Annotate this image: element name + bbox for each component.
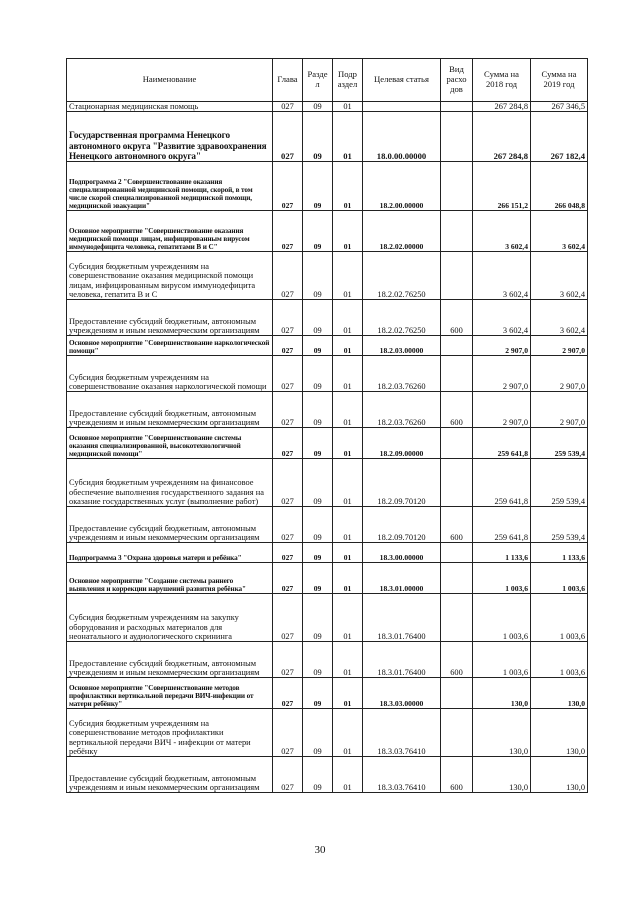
cell-sum-2019: 266 048,8: [531, 162, 588, 211]
table-header-row: [67, 59, 588, 102]
cell-type: [441, 336, 473, 356]
cell-subsection: 01: [333, 709, 363, 757]
table-row: [67, 162, 588, 211]
cell-name: Основное мероприятие "Совершенствование системы оказания специализированной, высокотехнологичной медицинской помощи": [67, 428, 273, 459]
cell-name: Субсидия бюджетным учреждениям на совершенствование оказания наркологической помощи: [67, 356, 273, 392]
cell-sum-2019: 1 133,6: [531, 543, 588, 563]
cell-subsection: 01: [333, 428, 363, 459]
cell-sum-2019: 267 346,5: [531, 102, 588, 112]
cell-sum-2018: 259 641,8: [473, 459, 531, 507]
cell-type: [441, 678, 473, 709]
cell-sum-2018: 130,0: [473, 678, 531, 709]
cell-section: 09: [303, 356, 333, 392]
cell-section: 09: [303, 102, 333, 112]
cell-target: 18.2.03.76260: [363, 356, 441, 392]
cell-name: Основное мероприятие "Совершенствование оказания медицинской помощи лицам, инфицированным вирусом иммунодефицита человека, гепатитами В и С": [67, 211, 273, 252]
cell-subsection: 01: [333, 336, 363, 356]
cell-chapter: 027: [273, 102, 303, 112]
cell-subsection: 01: [333, 563, 363, 594]
cell-section: 09: [303, 642, 333, 678]
table-row: [67, 709, 588, 757]
cell-chapter: 027: [273, 709, 303, 757]
cell-sum-2019: 2 907,0: [531, 356, 588, 392]
cell-sum-2019: 1 003,6: [531, 563, 588, 594]
cell-chapter: 027: [273, 507, 303, 543]
cell-name: Предоставление субсидий бюджетным, автономным учреждениям и иным некоммерческим организациям: [67, 300, 273, 336]
cell-name: Предоставление субсидий бюджетным, автономным учреждениям и иным некоммерческим организациям: [67, 392, 273, 428]
cell-subsection: 01: [333, 356, 363, 392]
cell-type: [441, 594, 473, 642]
cell-section: 09: [303, 336, 333, 356]
cell-type: [441, 211, 473, 252]
cell-name: Стационарная медицинская помощь: [67, 102, 273, 112]
cell-target: 18.3.01.76400: [363, 594, 441, 642]
table-row: [67, 507, 588, 543]
cell-sum-2019: 130,0: [531, 757, 588, 793]
cell-type: [441, 112, 473, 162]
cell-type: [441, 162, 473, 211]
cell-subsection: 01: [333, 392, 363, 428]
header-target: Целевая статья: [363, 59, 441, 102]
cell-subsection: 01: [333, 112, 363, 162]
cell-target: 18.2.02.00000: [363, 211, 441, 252]
table-row: [67, 300, 588, 336]
table-row: [67, 252, 588, 300]
cell-target: 18.2.02.76250: [363, 252, 441, 300]
cell-sum-2018: 3 602,4: [473, 252, 531, 300]
cell-subsection: 01: [333, 459, 363, 507]
cell-sum-2019: 2 907,0: [531, 392, 588, 428]
cell-target: [363, 102, 441, 112]
cell-section: 09: [303, 543, 333, 563]
cell-section: 09: [303, 507, 333, 543]
cell-name: Предоставление субсидий бюджетным, автономным учреждениям и иным некоммерческим организациям: [67, 757, 273, 793]
cell-type: [441, 102, 473, 112]
cell-chapter: 027: [273, 459, 303, 507]
cell-sum-2019: 259 539,4: [531, 507, 588, 543]
cell-subsection: 01: [333, 252, 363, 300]
cell-target: 18.2.09.70120: [363, 507, 441, 543]
header-type: Вид расхо дов: [441, 59, 473, 102]
cell-sum-2019: 130,0: [531, 709, 588, 757]
cell-target: 18.2.03.00000: [363, 336, 441, 356]
cell-section: 09: [303, 678, 333, 709]
page-number: 30: [314, 844, 326, 856]
cell-name: Подпрограмма 2 "Совершенствование оказания специализированной медицинской помощи, скорой, в том числе скорой специализированной медицинской помощи, медицинской эвакуации": [67, 162, 273, 211]
cell-subsection: 01: [333, 543, 363, 563]
cell-type: [441, 543, 473, 563]
cell-subsection: 01: [333, 757, 363, 793]
cell-type: 600: [441, 300, 473, 336]
cell-sum-2018: 130,0: [473, 757, 531, 793]
cell-chapter: 027: [273, 162, 303, 211]
cell-type: [441, 459, 473, 507]
cell-target: 18.3.01.00000: [363, 563, 441, 594]
cell-target: 18.3.00.00000: [363, 543, 441, 563]
cell-type: [441, 252, 473, 300]
cell-type: 600: [441, 392, 473, 428]
cell-sum-2018: 259 641,8: [473, 428, 531, 459]
table-row: [67, 428, 588, 459]
cell-name: Предоставление субсидий бюджетным, автономным учреждениям и иным некоммерческим организациям: [67, 507, 273, 543]
cell-section: 09: [303, 594, 333, 642]
cell-target: 18.2.00.00000: [363, 162, 441, 211]
cell-sum-2019: 2 907,0: [531, 336, 588, 356]
cell-sum-2019: 3 602,4: [531, 252, 588, 300]
cell-sum-2018: 2 907,0: [473, 356, 531, 392]
cell-section: 09: [303, 709, 333, 757]
table-row: [67, 211, 588, 252]
cell-sum-2018: 1 003,6: [473, 594, 531, 642]
cell-chapter: 027: [273, 757, 303, 793]
cell-name: Субсидия бюджетным учреждениям на финансовое обеспечение выполнения государственного задания на оказание государственных услуг (выполнение работ): [67, 459, 273, 507]
cell-subsection: 01: [333, 678, 363, 709]
cell-chapter: 027: [273, 392, 303, 428]
cell-name: Основное мероприятие "Совершенствование наркологической помощи": [67, 336, 273, 356]
cell-chapter: 027: [273, 300, 303, 336]
cell-sum-2018: 266 151,2: [473, 162, 531, 211]
cell-subsection: 01: [333, 162, 363, 211]
table-row: [67, 392, 588, 428]
cell-subsection: 01: [333, 642, 363, 678]
cell-sum-2018: 3 602,4: [473, 300, 531, 336]
cell-type: [441, 356, 473, 392]
cell-subsection: 01: [333, 594, 363, 642]
cell-name: Предоставление субсидий бюджетным, автономным учреждениям и иным некоммерческим организациям: [67, 642, 273, 678]
cell-sum-2018: 267 284,8: [473, 112, 531, 162]
cell-sum-2018: 259 641,8: [473, 507, 531, 543]
cell-chapter: 027: [273, 642, 303, 678]
table-row: [67, 563, 588, 594]
cell-chapter: 027: [273, 252, 303, 300]
table-row: [67, 336, 588, 356]
cell-sum-2018: 267 284,8: [473, 102, 531, 112]
cell-name: Государственная программа Ненецкого автономного округа "Развитие здравоохранения Ненецкого автономного округа": [67, 112, 273, 162]
table-row: [67, 594, 588, 642]
cell-chapter: 027: [273, 543, 303, 563]
cell-sum-2019: 3 602,4: [531, 211, 588, 252]
cell-name: Основное мероприятие "Создание системы раннего выявления и коррекции нарушений развития ребёнка": [67, 563, 273, 594]
table-row: [67, 112, 588, 162]
cell-target: 18.3.03.76410: [363, 757, 441, 793]
cell-sum-2018: 2 907,0: [473, 392, 531, 428]
cell-sum-2019: 130,0: [531, 678, 588, 709]
table-row: [67, 543, 588, 563]
cell-sum-2018: 1 003,6: [473, 563, 531, 594]
table-row: [67, 102, 588, 112]
cell-subsection: 01: [333, 300, 363, 336]
cell-sum-2019: 259 539,4: [531, 428, 588, 459]
cell-section: 09: [303, 757, 333, 793]
table-row: [67, 356, 588, 392]
cell-chapter: 027: [273, 563, 303, 594]
cell-name: Подпрограмма 3 "Охрана здоровья матери и ребёнка": [67, 543, 273, 563]
cell-type: [441, 428, 473, 459]
header-name: Наименование: [67, 59, 273, 102]
cell-target: 18.2.09.00000: [363, 428, 441, 459]
cell-name: Субсидия бюджетным учреждениям на закупку оборудования и расходных материалов для неонатального и аудиологического скрининга: [67, 594, 273, 642]
cell-name: Субсидия бюджетным учреждениям на совершенствование оказания медицинской помощи лицам, инфицированным вирусом иммунодефицита человека, гепатита В и С: [67, 252, 273, 300]
cell-sum-2018: 2 907,0: [473, 336, 531, 356]
cell-sum-2018: 1 003,6: [473, 642, 531, 678]
cell-subsection: 01: [333, 211, 363, 252]
cell-sum-2018: 130,0: [473, 709, 531, 757]
cell-target: 18.2.02.76250: [363, 300, 441, 336]
cell-chapter: 027: [273, 678, 303, 709]
cell-name: Основное мероприятие "Совершенствование методов профилактики вертикальной передачи ВИЧ-инфекции от матери ребёнку": [67, 678, 273, 709]
cell-target: 18.3.03.76410: [363, 709, 441, 757]
cell-section: 09: [303, 300, 333, 336]
cell-section: 09: [303, 112, 333, 162]
cell-chapter: 027: [273, 428, 303, 459]
cell-type: [441, 709, 473, 757]
cell-type: [441, 563, 473, 594]
cell-section: 09: [303, 392, 333, 428]
cell-type: 600: [441, 642, 473, 678]
cell-target: 18.0.00.00000: [363, 112, 441, 162]
cell-subsection: 01: [333, 102, 363, 112]
cell-section: 09: [303, 162, 333, 211]
cell-sum-2019: 259 539,4: [531, 459, 588, 507]
cell-sum-2019: 267 182,4: [531, 112, 588, 162]
table-row: [67, 757, 588, 793]
cell-target: 18.2.03.76260: [363, 392, 441, 428]
cell-section: 09: [303, 459, 333, 507]
header-chapter: Глава: [273, 59, 303, 102]
cell-chapter: 027: [273, 112, 303, 162]
cell-sum-2019: 3 602,4: [531, 300, 588, 336]
table-row: [67, 678, 588, 709]
cell-sum-2018: 1 133,6: [473, 543, 531, 563]
cell-target: 18.3.03.00000: [363, 678, 441, 709]
table-row: [67, 459, 588, 507]
header-section: Разде л: [303, 59, 333, 102]
cell-section: 09: [303, 211, 333, 252]
cell-type: 600: [441, 507, 473, 543]
cell-section: 09: [303, 563, 333, 594]
cell-chapter: 027: [273, 594, 303, 642]
cell-chapter: 027: [273, 211, 303, 252]
cell-sum-2019: 1 003,6: [531, 642, 588, 678]
header-sum-2019: Сумма на 2019 год: [531, 59, 588, 102]
cell-chapter: 027: [273, 336, 303, 356]
header-subsection: Подр аздел: [333, 59, 363, 102]
budget-table: [66, 58, 588, 793]
cell-subsection: 01: [333, 507, 363, 543]
cell-chapter: 027: [273, 356, 303, 392]
cell-section: 09: [303, 252, 333, 300]
cell-target: 18.3.01.76400: [363, 642, 441, 678]
cell-sum-2019: 1 003,6: [531, 594, 588, 642]
table-body: [67, 102, 588, 793]
cell-sum-2018: 3 602,4: [473, 211, 531, 252]
cell-target: 18.2.09.70120: [363, 459, 441, 507]
header-sum-2018: Сумма на 2018 год: [473, 59, 531, 102]
cell-type: 600: [441, 757, 473, 793]
cell-section: 09: [303, 428, 333, 459]
table-row: [67, 642, 588, 678]
cell-name: Субсидия бюджетным учреждениям на совершенствование методов профилактики вертикальной передачи ВИЧ - инфекции от матери ребёнку: [67, 709, 273, 757]
